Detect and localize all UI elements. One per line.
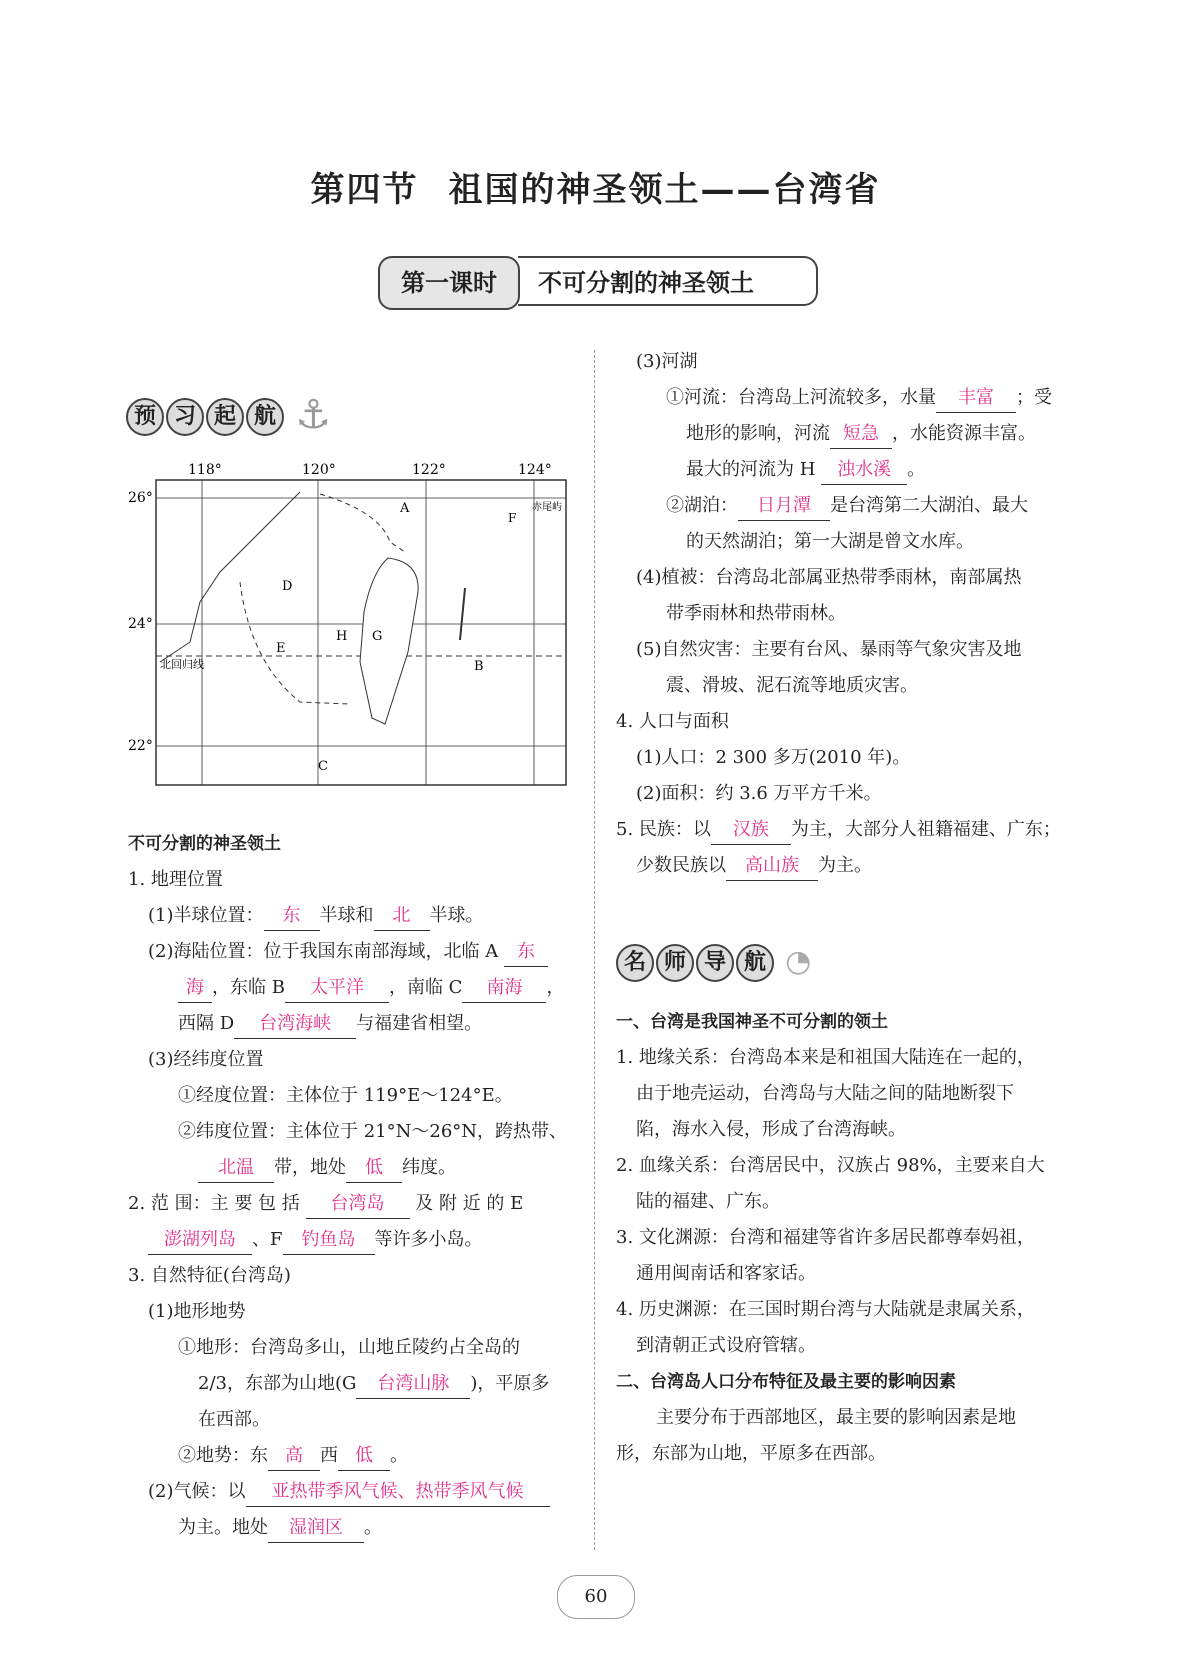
svg-text:26°: 26° [128, 490, 153, 506]
preview-badge: 预 习 起 航 ⚓ [126, 392, 331, 438]
svg-text:C: C [318, 759, 328, 774]
svg-text:B: B [474, 659, 484, 674]
lesson-label: 第一课时 [378, 256, 520, 310]
page-title: 第四节 祖国的神圣领土——台湾省 [310, 170, 881, 210]
lesson-title: 不可分割的神圣领土 [518, 256, 818, 306]
svg-text:118°: 118° [188, 462, 222, 478]
svg-text:北回归线: 北回归线 [160, 658, 204, 671]
anchor-icon: ⚓ [295, 392, 331, 438]
guide-section: 一、台湾是我国神圣不可分割的领土 1. 地缘关系：台湾岛本来是和祖国大陆连在一起的， 由于地壳运动，台湾岛与大陆之间的陆地断裂下 陷，海水入侵，形成了台湾海峡。 2. 血缘关系：台湾居民中，汉族占 98%，主要来自大 陆的福建、广东。 3. 文化渊源：台湾和福建等省许多居民都尊奉妈祖， 通用闽南话和客家话。 4. 历史渊源：在三国时期台湾与大陆就是隶属关系， 到清朝正式设府管辖。 二、台湾岛人口分布特征及最主要的影响因素 主要分布于西部地区，最主要的影响因素是地 形，东部为山地，平原多在西部。 [616, 1012, 1045, 1464]
svg-text:F: F [508, 511, 517, 525]
svg-text:120°: 120° [302, 462, 336, 478]
gauge-icon: ◔ [785, 944, 812, 979]
page-number: 60 [557, 1575, 635, 1619]
svg-text:G: G [372, 629, 383, 644]
left-column: 不可分割的神圣领土 1. 地理位置 (1)半球位置： 东 半球和 北 半球。 (2)海陆位置：位于我国东南部海域，北临 A 东 海 ，东临 B 太平洋 ，南临 C 南海 ， 西隔 D 台湾海峡 与福建省相望。 (3)经纬度位置 ①经度位置：主体位于 119°E～124°E。 ②纬度位置：主体位于 21°N～26°N，跨热带、 北温 带，地处 低 纬度。 2. 范 围：主 要 包 括 台湾岛 及 附 近 的 E 澎湖列岛 、F 钓鱼岛 等许多小岛。 3. 自然特征(台湾岛) (1)地形地势 ①地形：台湾岛多山，山地丘陵约占全岛的 2/3，东部为山地(G 台湾山脉 )，平原多 在西部。 ②地势：东 高 西 低 。 (2)气候：以 亚热带季风气候、热带季风气候 为主。地处 湿润区 。 [128, 826, 578, 1546]
guide-badge: 名 师 导 航 ◔ [616, 944, 811, 982]
svg-text:H: H [336, 629, 348, 644]
svg-text:D: D [282, 579, 293, 594]
taiwan-map [128, 462, 590, 792]
svg-text:24°: 24° [128, 616, 153, 632]
svg-text:E: E [276, 641, 286, 656]
svg-text:122°: 122° [412, 462, 446, 478]
lesson-banner [378, 256, 828, 310]
svg-text:赤尾屿: 赤尾屿 [532, 502, 562, 513]
svg-text:A: A [400, 501, 410, 516]
svg-text:22°: 22° [128, 738, 153, 754]
right-column: (3)河湖 ①河流：台湾岛上河流较多，水量 丰富 ；受 地形的影响，河流 短急 ，水能资源丰富。 最大的河流为 H 浊水溪 。 ②湖泊： 日月潭 是台湾第二大湖泊、最大 的天然湖泊；第一大湖是曾文水库。 (4)植被：台湾岛北部属亚热带季雨林，南部属热 带季雨林和热带雨林。 (5)自然灾害：主要有台风、暴雨等气象灾害及地 震、滑坡、泥石流等地质灾害。 4. 人口与面积 (1)人口：2 300 多万(2010 年)。 (2)面积：约 3.6 万平方千米。 5. 民族：以 汉族 为主，大部分人祖籍福建、广东； 少数民族以 高山族 为主。 [616, 344, 1066, 884]
svg-text:124°: 124° [518, 462, 552, 478]
column-divider [594, 350, 595, 1550]
